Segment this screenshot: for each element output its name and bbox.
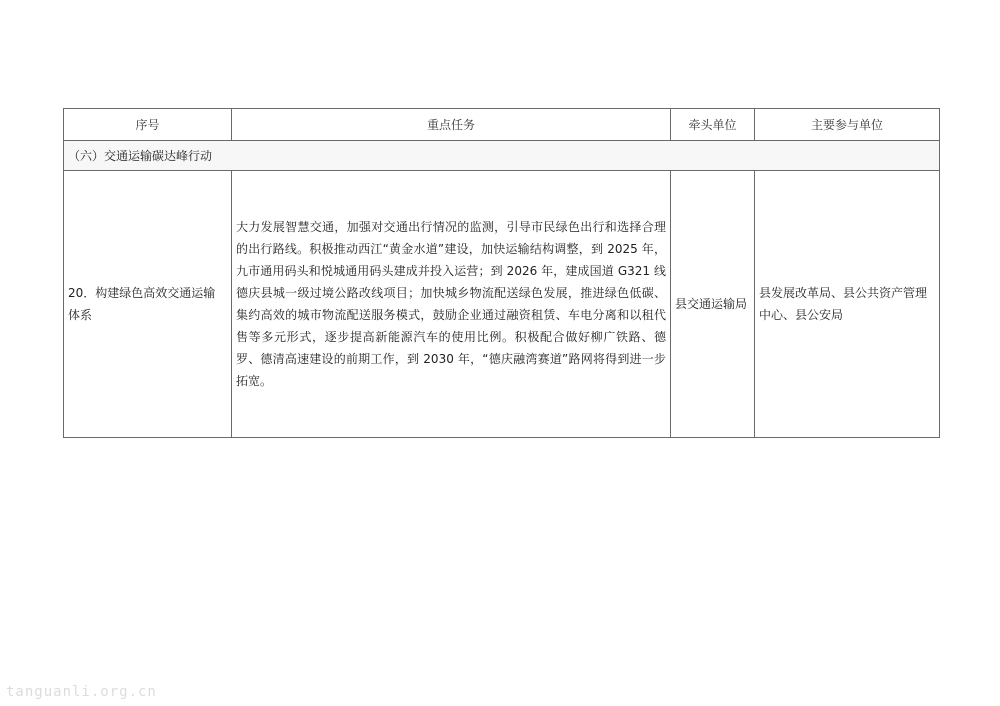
table-header-row xyxy=(64,109,940,141)
section-title: （六）交通运输碳达峰行动 xyxy=(64,141,940,171)
section-row xyxy=(64,141,940,171)
task-description-cell: 大力发展智慧交通，加强对交通出行情况的监测，引导市民绿色出行和选择合理的出行路线。积极推动西江“黄金水道”建设，加快运输结构调整，到 2025 年，九市通用码头和悦城通用码头建成并投入运营；到 2026 年，建成国道 G321 线德庆县城一级过境公路改线项目；加快城乡物流配送绿色发展，推进绿色低碳、集约高效的城市物流配送服务模式，鼓励企业通过融资租赁、车电分离和以租代售等多元形式，逐步提高新能源汽车的使用比例。积极配合做好柳广铁路、德罗、德清高速建设的前期工作，到 2030 年，“德庆融湾赛道”路网将得到进一步拓宽。 xyxy=(232,171,671,438)
header-index: 序号 xyxy=(64,109,232,141)
task-index-cell: 20．构建绿色高效交通运输体系 xyxy=(64,171,232,438)
header-task: 重点任务 xyxy=(232,109,671,141)
watermark: tanguanli.org.cn xyxy=(6,684,157,700)
task-table xyxy=(63,108,940,438)
lead-unit-cell: 县交通运输局 xyxy=(671,171,755,438)
header-lead-unit: 牵头单位 xyxy=(671,109,755,141)
header-participants: 主要参与单位 xyxy=(755,109,940,141)
table-row xyxy=(64,171,940,438)
participants-cell: 县发展改革局、县公共资产管理中心、县公安局 xyxy=(755,171,940,438)
